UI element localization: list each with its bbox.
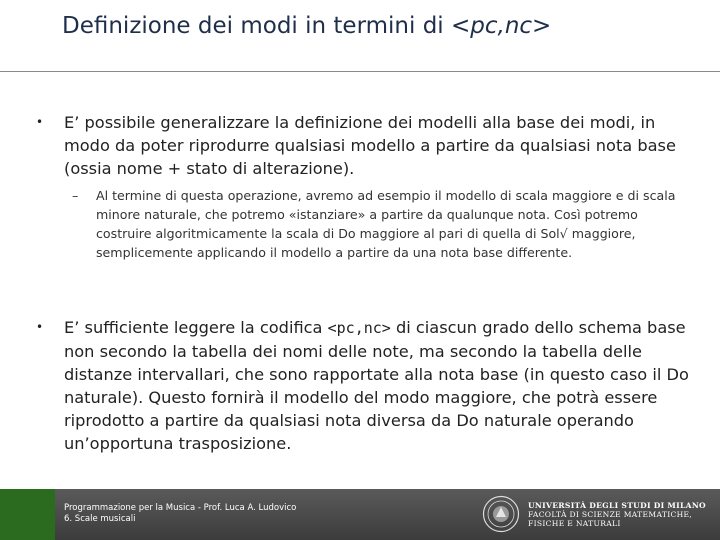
bullet-2-text-b: di ciascun grado dello schema base non secondo la tabella dei nomi delle note, ma secondo la tabella delle distanze intervallari, che sono rapportate alla nota base (in questo caso il Do naturale). Questo fornirà il modello del modo maggiore, che potrà essere riprodotto a partire da qualsiasi nota diversa da Do naturale operando un’opportuna trasposizione. — [64, 318, 689, 453]
bullet-marker: • — [36, 320, 44, 334]
bullet-1-text: E’ possibile generalizzare la definizione dei modelli alla base dei modi, in modo da poter riprodurre qualsiasi modello a partire da qualsiasi nota base (ossia nome + stato di alterazione). — [64, 113, 676, 178]
bullet-2-text-a: E’ sufficiente leggere la codifica — [64, 318, 328, 337]
sub-bullet-marker: – — [72, 188, 79, 203]
title-pcnc: <pc,nc> — [451, 13, 552, 39]
bullet-2-code: <pc,nc> — [327, 319, 391, 337]
university-line-3: FISICHE E NATURALI — [528, 519, 621, 528]
footer-course-info — [64, 503, 296, 525]
university-line-1: UNIVERSITÀ DEGLI STUDI DI MILANO — [528, 501, 706, 510]
university-name — [528, 501, 706, 528]
footer-bar — [0, 489, 720, 540]
sub-bullet-1-text: Al termine di questa operazione, avremo ad esempio il modello di scala maggiore e di scala minore naturale, che potremo «istanziare» a partire da qualunque nota. Così potremo costruire algoritmicamente la scala di Do maggiore al pari di quella di Sol√ maggiore, semplicemente applicando il modello a partire da una nota base differente. — [96, 188, 676, 260]
title-divider — [0, 71, 720, 72]
bullet-2 — [36, 316, 704, 455]
slide-title — [62, 10, 702, 42]
university-seal-icon — [482, 495, 520, 533]
sub-bullet-1 — [72, 186, 692, 262]
bullet-1 — [36, 111, 704, 180]
footer-lesson-title: 6. Scale musicali — [64, 514, 136, 524]
footer-accent — [0, 489, 55, 540]
footer-course-title: Programmazione per la Musica - Prof. Luca A. Ludovico — [64, 503, 297, 513]
university-line-2: FACOLTÀ DI SCIENZE MATEMATICHE, — [528, 510, 693, 519]
bullet-marker: • — [36, 115, 44, 129]
title-text: Definizione dei modi in termini di — [62, 13, 451, 39]
